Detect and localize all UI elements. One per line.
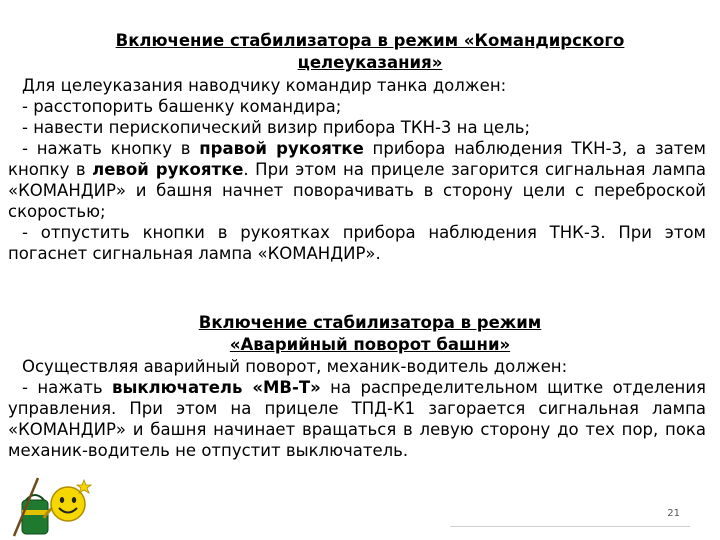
section2-item-switch-bold: выключатель «МВ-Т» bbox=[112, 378, 321, 397]
footer-divider bbox=[450, 526, 690, 527]
smiley-mascot-icon bbox=[8, 470, 98, 538]
section2-item-switch bbox=[8, 377, 706, 461]
section1-title-line2: целеуказания» bbox=[297, 53, 443, 72]
section1-item-release: - отпустить кнопки в рукоятках прибора наблюдения ТНК-3. При этом погаснет сигнальная лампа «КОМАНДИР». bbox=[8, 223, 706, 263]
section1-item-press-bold1: правой рукоятке bbox=[199, 139, 364, 158]
section1-item-aim: - навести перископический визир прибора ТКН-3 на цель; bbox=[22, 118, 531, 137]
section2-title-line2: «Аварийный поворот башни» bbox=[229, 335, 511, 354]
section1-item-unlock: - расстопорить башенку командира; bbox=[22, 97, 342, 116]
section1-item-press-mid: прибора наблюдения ТКН-3, а затем кнопку в bbox=[8, 139, 706, 179]
section2-body bbox=[8, 356, 706, 461]
section2-intro: Осуществляя аварийный поворот, механик-водитель должен: bbox=[22, 357, 568, 376]
section1-title bbox=[40, 30, 700, 74]
section2-item-switch-post: на распределительном щитке отделения управления. При этом на прицеле ТПД-К1 загорается сигнальная лампа «КОМАНДИР» и башня начинает вращаться в левую сторону до тех пор, пока механик-водитель не отпустит выключатель. bbox=[8, 378, 706, 460]
page-number: 21 bbox=[667, 508, 680, 519]
section1-item-press-pre: - нажать кнопку в bbox=[22, 139, 200, 158]
section2-title-line1: Включение стабилизатора в режим bbox=[198, 313, 542, 332]
section1-item-press-post: . При этом на прицеле загорится сигнальная лампа «КОМАНДИР» и башня начнет поворачивать в сторону цели с переброской скоростью; bbox=[8, 160, 706, 221]
section2-item-switch-pre: - нажать bbox=[22, 378, 112, 397]
section1-item-press-bold2: левой рукоятке bbox=[92, 160, 244, 179]
section1-title-line1: Включение стабилизатора в режим «Командирского bbox=[115, 31, 625, 50]
section1-body bbox=[8, 75, 706, 264]
section1-item-press bbox=[8, 138, 706, 222]
section1-intro: Для целеуказания наводчику командир танка должен: bbox=[22, 76, 507, 95]
section2-title bbox=[150, 312, 590, 356]
